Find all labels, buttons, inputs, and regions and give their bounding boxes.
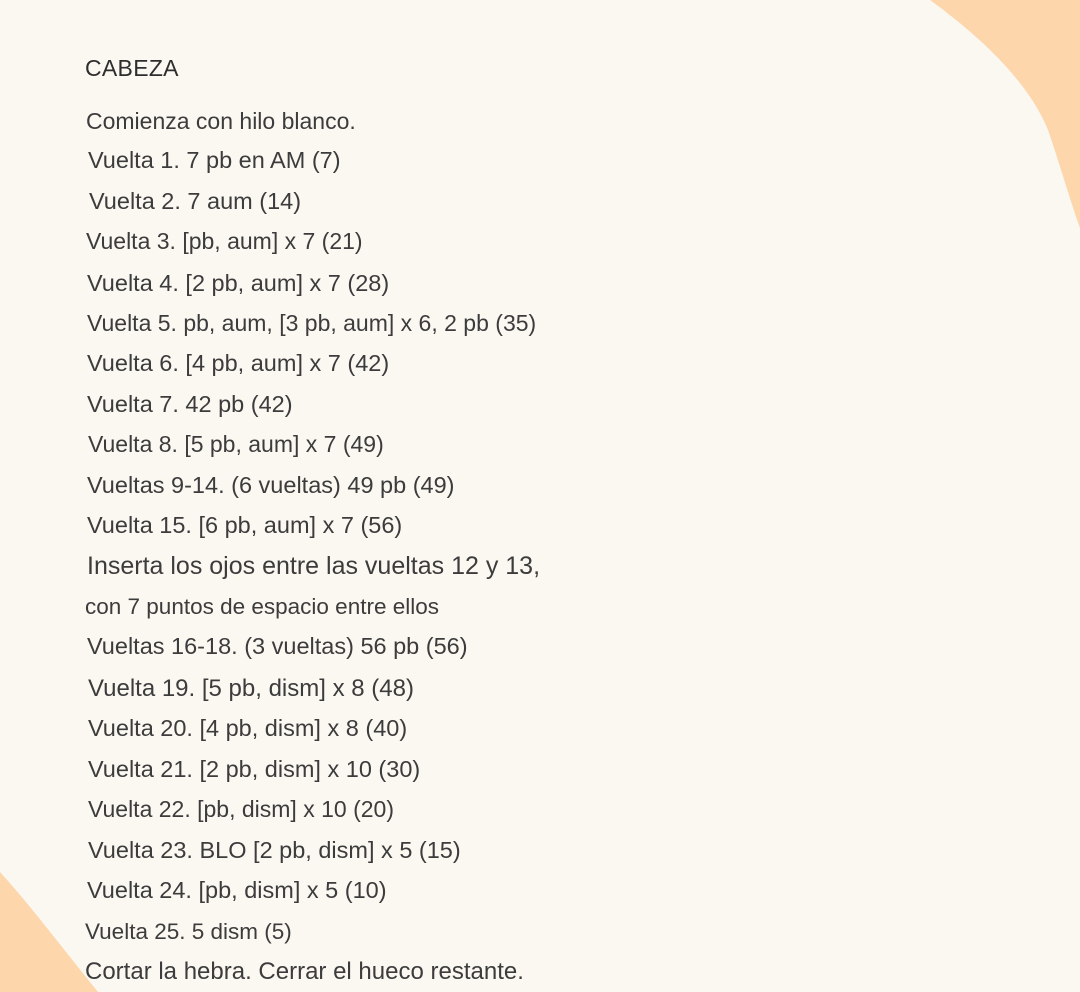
instruction-line: Vuelta 1. 7 pb en AM (7) [88,147,341,173]
instruction-line: Inserta los ojos entre las vueltas 12 y 13, [87,552,541,580]
instruction-line: Vuelta 7. 42 pb (42) [87,391,293,417]
instruction-line: Vuelta 2. 7 aum (14) [89,188,302,214]
instruction-line: Vueltas 16-18. (3 vueltas) 56 pb (56) [87,633,468,659]
instruction-line: Vuelta 4. [2 pb, aum] x 7 (28) [87,270,390,296]
instruction-line: Vuelta 23. BLO [2 pb, dism] x 5 (15) [88,837,461,863]
instruction-line: Comienza con hilo blanco. [86,108,356,134]
instruction-line: Vuelta 5. pb, aum, [3 pb, aum] x 6, 2 pb (35) [87,310,537,336]
instruction-line: Cortar la hebra. Cerrar el hueco restante. [85,958,524,985]
instruction-line: Vuelta 22. [pb, dism] x 10 (20) [88,796,394,822]
instruction-line: Vuelta 25. 5 dism (5) [85,919,292,944]
instruction-line: Vuelta 6. [4 pb, aum] x 7 (42) [87,350,390,376]
instruction-line: Vuelta 24. [pb, dism] x 5 (10) [87,877,387,903]
instruction-line: Vueltas 9-14. (6 vueltas) 49 pb (49) [87,472,455,498]
instruction-line: Vuelta 3. [pb, aum] x 7 (21) [86,228,363,254]
instruction-line: con 7 puntos de espacio entre ellos [85,594,439,619]
instruction-line: Vuelta 19. [5 pb, dism] x 8 (48) [88,675,414,702]
instruction-line: Vuelta 15. [6 pb, aum] x 7 (56) [87,512,403,538]
instruction-line: Vuelta 20. [4 pb, dism] x 8 (40) [88,715,408,741]
instruction-line: Vuelta 21. [2 pb, dism] x 10 (30) [88,756,421,782]
instruction-line: Vuelta 8. [5 pb, aum] x 7 (49) [88,431,384,457]
section-title: CABEZA [85,55,179,81]
